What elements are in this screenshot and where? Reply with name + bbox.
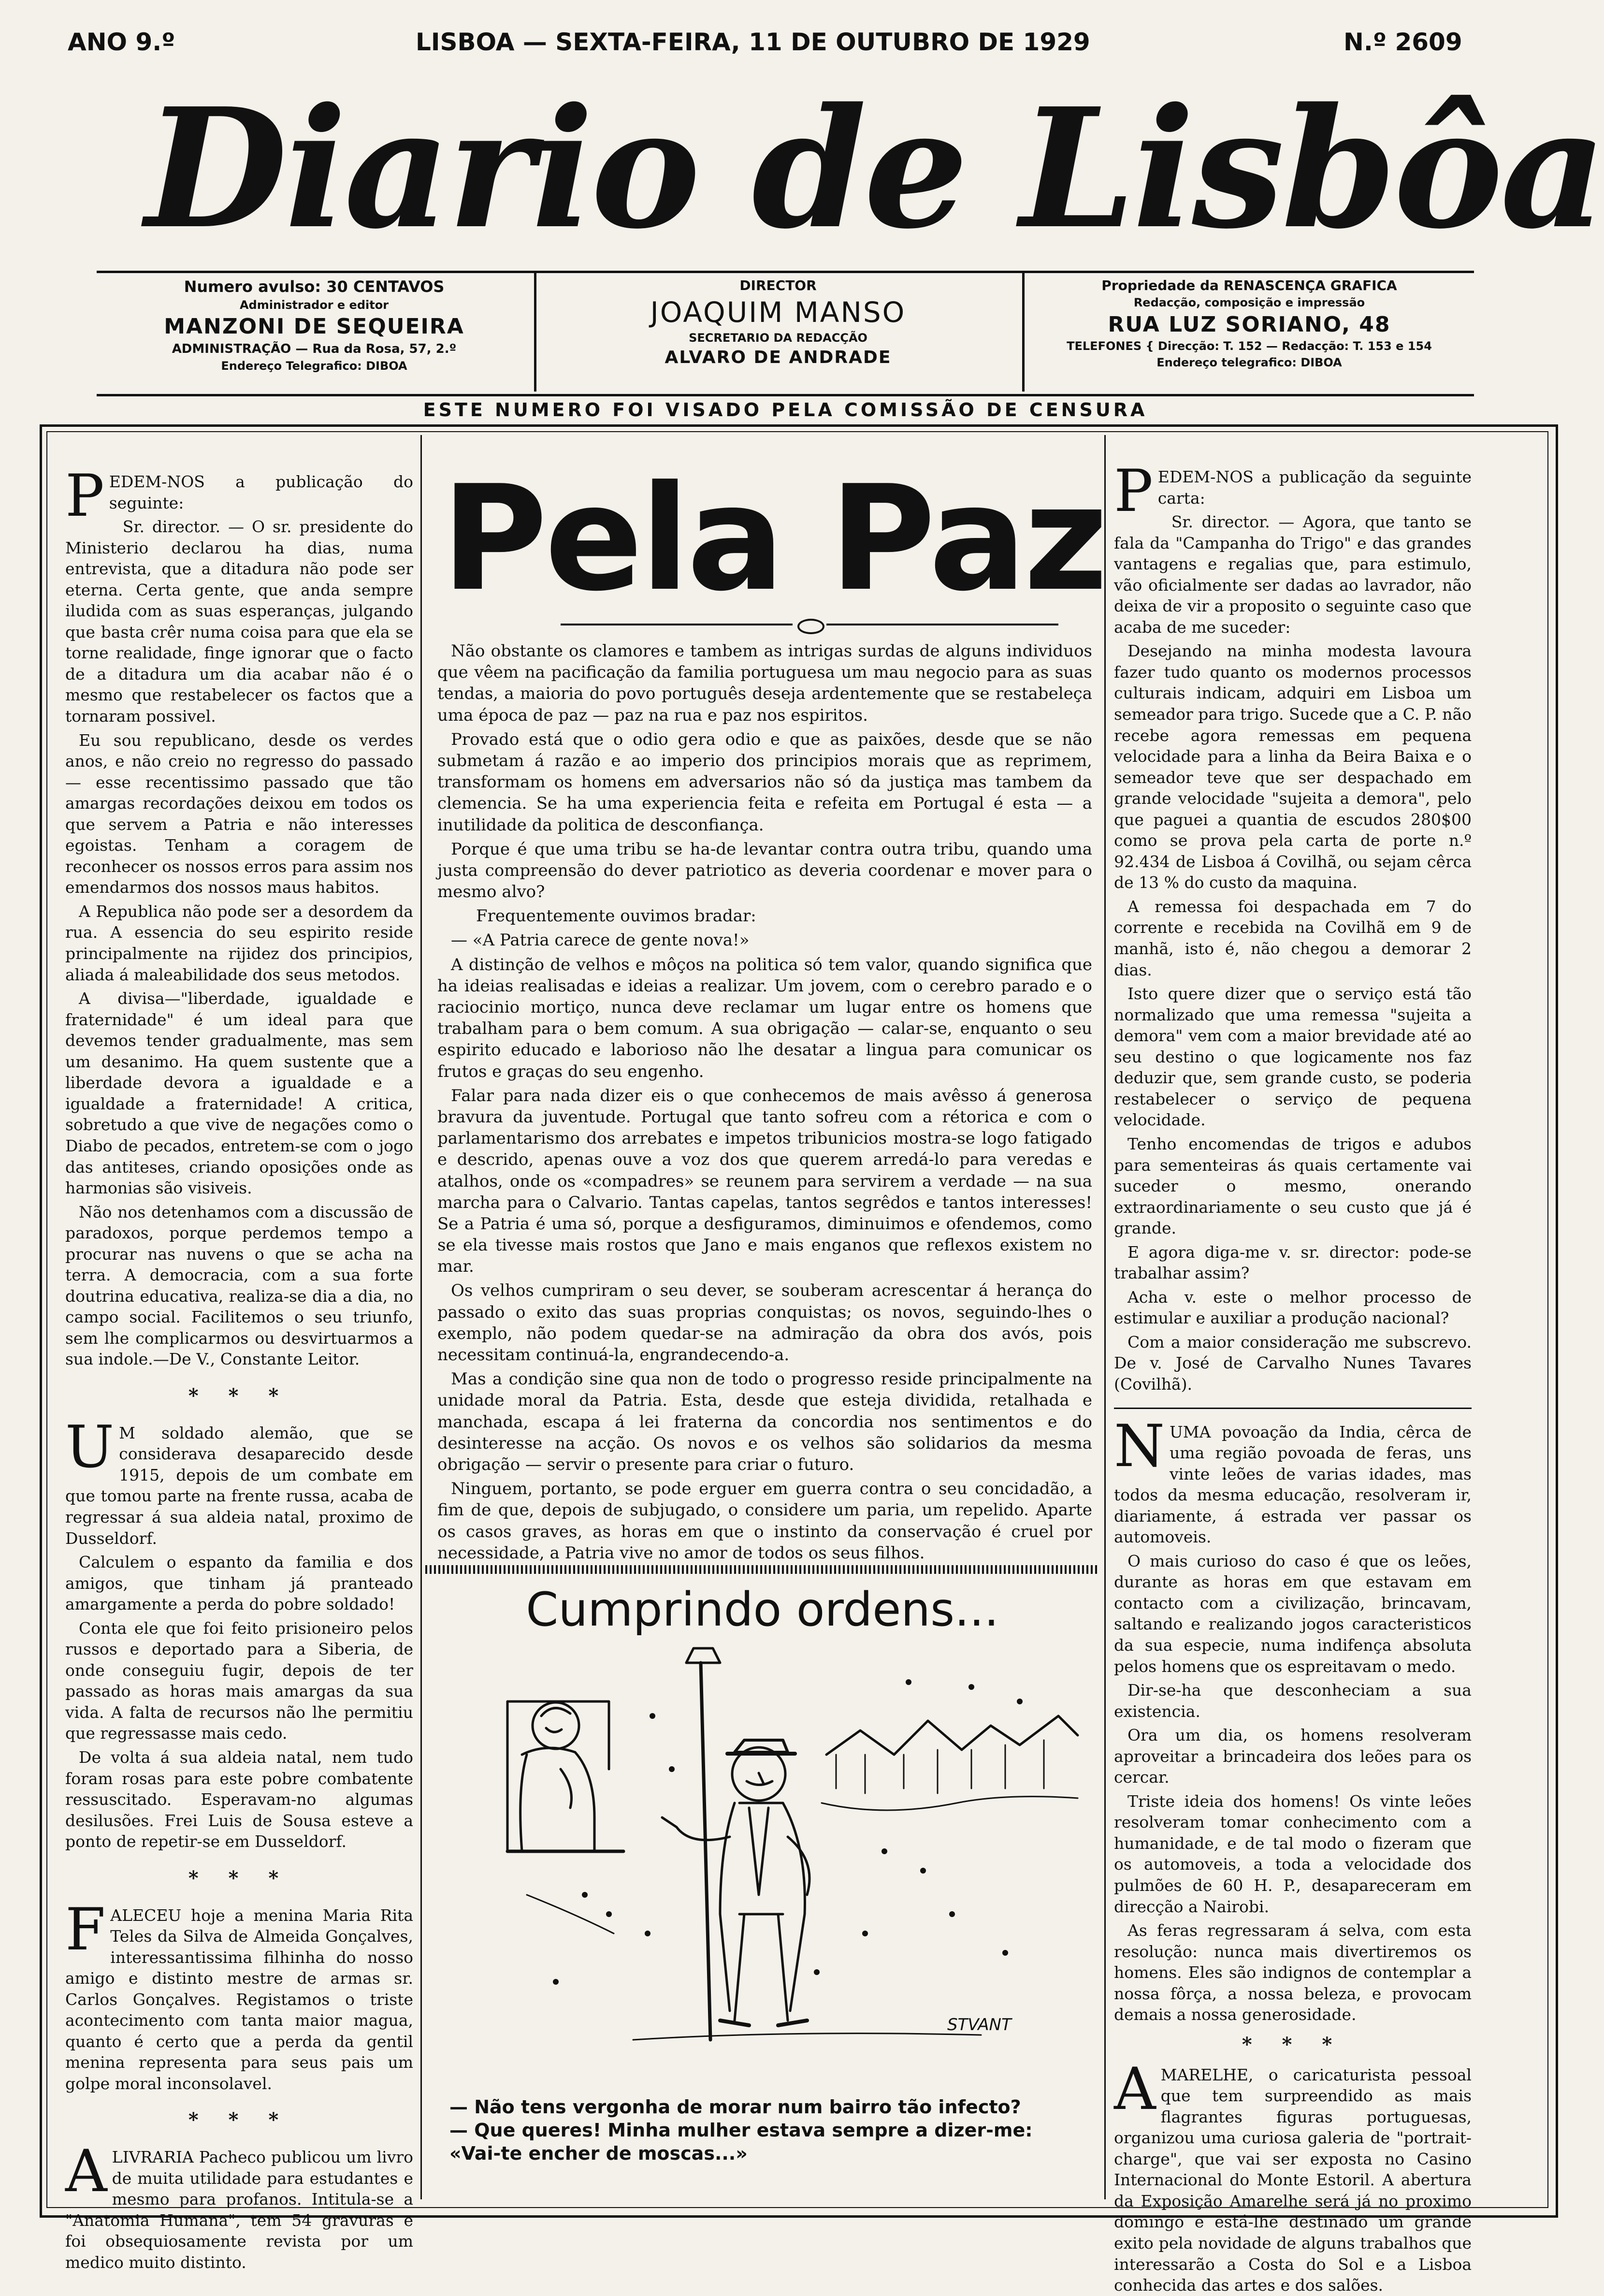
secretary-name: ALVARO DE ANDRADE	[665, 348, 892, 368]
cartoon-signature: STVANT	[947, 2015, 1012, 2034]
info-center	[536, 273, 1020, 394]
drop-cap: F	[65, 1896, 106, 1963]
article-paragraph: Com a maior consideração me subscrevo. De v. José de Carvalho Nunes Tavares (Covilhã).	[1114, 1332, 1472, 1394]
section-separator: * * *	[188, 2108, 290, 2132]
left-column	[65, 463, 413, 2272]
censorship-note: ESTE NUMERO FOI VISADO PELA COMISSÃO DE CENSURA	[423, 399, 1148, 421]
owner-address: RUA LUZ SORIANO, 48	[1108, 312, 1391, 337]
dateline: LISBOA — SEXTA-FEIRA, 11 DE OUTUBRO DE 1929	[416, 28, 1090, 56]
article-paragraph: Provado está que o odio gera odio e que as paixões, desde que se não submetam á razão e ao imperio dos principios morais que as reprimem, transformam os homens em adversarios não só da justiça mas tambem da clemencia. Se ha uma experiencia feita e refeita em Portugal é esta — a inutilidade da politica de desconfiança.	[437, 729, 1092, 835]
pela-paz-body	[437, 640, 1092, 1563]
info-divider	[534, 273, 536, 392]
article-paragraph: Os velhos cumpriram o seu dever, se souberam acrescentar á herança do passado o exito das suas proprias conquistas; os novos, seguindo-lhes o exemplo, não podem quedar-se na admiração da obra dos avós, pois necessitam continuá-la, engrandecendo-a.	[437, 1281, 1092, 1365]
cartoon-caption	[449, 2095, 1097, 2165]
article-paragraph: Triste ideia dos homens! Os vinte leões resolveram tomar conhecimento com a humanidade, e de tal modo o fizeram que os automoveis, a toda a velocidade dos pulmões de 60 H. P., desapareceram em direcção a Nairobi.	[1114, 1791, 1472, 1916]
section-divider	[1114, 1408, 1472, 1409]
drop-cap: P	[65, 463, 104, 530]
section-separator: * * *	[188, 1384, 290, 1407]
director-label: DIRECTOR	[739, 277, 817, 293]
section-separator: * * *	[1242, 2033, 1344, 2056]
cartoon-drawing	[449, 1643, 1087, 2088]
article-paragraph: Isto quere dizer que o serviço está tão normalizado que uma remessa "sujeita a demora" vem com a maior brevidade até ao seu destino o que logicamente nos faz deduzir que, sem grande custo, se poderia restabelecer o serviço de pequena velocidade.	[1114, 984, 1472, 1130]
article-paragraph: Mas a condição sine qua non de todo o progresso reside principalmente na unidade moral da Patria. Esta, desde que esteja dividida, retalhada e manchada, escapa á lei fraterna da concordia nos sentimentos e do desinteresse na acção. Os novos e os velhos são solidarios da mesma obrigação — servir o presente para criar o futuro.	[437, 1369, 1092, 1474]
article-paragraph: A Republica não pode ser a desordem da rua. A essencia do seu espirito reside principalmente na rijidez dos principios, aliada á maleabilidade dos seus metodos.	[65, 901, 413, 984]
article-obituary	[65, 1896, 413, 2094]
secretary-label: SECRETARIO DA REDACÇÃO	[689, 331, 867, 345]
drop-cap: U	[65, 1413, 115, 1481]
owner-label: Propriedade da RENASCENÇA GRAFICA	[1101, 277, 1397, 293]
admin-name: MANZONI DE SEQUEIRA	[164, 314, 464, 339]
cartoon-title: Cumprindo ordens...	[526, 1583, 999, 1637]
issue-number: N.º 2609	[1344, 28, 1462, 56]
info-right	[1025, 273, 1474, 394]
section-separator: * * *	[188, 1866, 290, 1889]
price-label: Numero avulso: 30 CENTAVOS	[184, 277, 445, 296]
article-lead: EDEM-NOS a publicação do seguinte:	[109, 472, 413, 512]
article-paragraph: Sr. director. — Agora, que tanto se fala da "Campanha do Trigo" e das grandes vantagens e regalias que, para estimulo, vão oficialmente ser dadas ao lavrador, não deixa de vir a proposito o seguinte caso que acaba de me suceder:	[1114, 512, 1472, 637]
cartoon-illustration	[449, 1643, 1087, 2088]
article-lead: LIVRARIA Pacheco publicou um livro de muita utilidade para estudantes e mesmo para profanos. Intitula-se a "Anatomia Humana", tem 54 gravuras e foi obsequiosamente revista por um medico muito distinto.	[65, 2148, 413, 2272]
article-paragraph: Desejando na minha modesta lavoura fazer tudo quanto os modernos processos culturais indicam, adquiri em Lisboa um semeador para trigo. Sucede que a C. P. não recebe agora remessas em pequena velocidade para a linha da Beira Baixa e o semeador teve que ser despachado em grande velocidade "sujeita a demora", pelo que paguei a quantia de escudos 280$00 como se prova pela carta de porte n.º 92.434 de Lisboa á Covilhã, ou sejam cêrca de 13 % do custo da maquina.	[1114, 641, 1472, 892]
info-bar	[97, 271, 1474, 396]
article-paragraph: Sr. director. — O sr. presidente do Ministerio declarou ha dias, numa entrevista, que a ditadura não pode ser eterna. Certa gente, que anda sempre iludida com as suas esperanças, julgando que basta crêr numa coisa para que ela se torne realidade, finge ignorar que o facto de a ditadura um dia acabar não é o mesmo que restabelecer os factos que a tornaram possivel.	[65, 517, 413, 726]
info-divider	[1022, 273, 1025, 392]
admin-label: Administrador e editor	[239, 298, 389, 312]
article-paragraph: — «A Patria carece de gente nova!»	[451, 930, 750, 950]
article-paragraph: A remessa foi despachada em 7 do corrente e recebida na Covilhã em 9 de manhã, isto é, não chegou a demorar 2 dias.	[1114, 897, 1472, 979]
article-paragraph: De volta á sua aldeia natal, nem tudo foram rosas para este pobre combatente ressuscitado. Esperavam-no algumas desilusões. Frei Luis de Sousa esteve a ponto de repetir-se em Dusseldorf.	[65, 1747, 413, 1851]
article-paragraph: Conta ele que foi feito prisioneiro pelos russos e deportado para a Siberia, de onde conseguiu fugir, depois de ter passado as horas mais amargas da sua vida. A falta de recursos não lhe permitiu que regressasse mais cedo.	[65, 1618, 413, 1743]
director-name: JOAQUIM MANSO	[650, 296, 906, 329]
caption-line: — Não tens vergonha de morar num bairro tão infecto?	[449, 2096, 1021, 2118]
article-paragraph: A divisa—"liberdade, igualdade e fraternidade" é um ideal para que devemos tender gradualmente, mas sem um desanimo. Ha quem sustente que a liberdade devora a igualdade e a igualdade a fraternidade! A critica, sobretudo a que vive de negações como o Diabo de pecados, entretem-se com o jogo das antiteses, criando oposições onde as harmonias são visiveis.	[65, 989, 413, 1198]
caption-line: — Que queres! Minha mulher estava sempre a dizer-me:	[449, 2120, 1033, 2141]
drop-cap: A	[1114, 2055, 1156, 2123]
article-german-soldier	[65, 1413, 413, 1852]
article-lead: MARELHE, o caricaturista pessoal que tem surpreendido as mais flagrantes figuras portuguesas, organizou uma curiosa galeria de "portrait-charge", que vai ser exposta no Casino Internacional do Monte Estoril. A abertura da Exposição Amarelhe será já no proximo domingo e está-lhe destinado um grande exito pela novidade de alguns trabalhos que interessarão a Costa do Sol e a Lisboa conhecida das artes e dos salões.	[1114, 2065, 1472, 2295]
article-paragraph: E agora diga-me v. sr. director: pode-se trabalhar assim?	[1114, 1242, 1472, 1283]
article-paragraph: Falar para nada dizer eis o que conhecemos de mais avêsso á generosa bravura da juventude. Portugal que tanto sofreu com a rétorica e com o parlamentarismo dos arrebates e impetos tribunicios mostra-se logo fatigado e descrido, apenas ouve a voz dos que querem arredá-lo para veredas e atalhos, onde os «compadres» se reunem para servirem a verdade — na sua marcha para o Calvario. Tantas capelas, tantos segrêdos e tantos interesses! Se a Patria é uma só, porque a desfiguramos, diminuimos e ofendemos, como se ela tivesse mais rostos que Jano e mais enganos que reflexos existem no mar.	[437, 1086, 1092, 1277]
section-hatch-rule	[425, 1565, 1099, 1574]
article-letter-wheat	[1114, 458, 1472, 1395]
telegraphic-right: Endereço telegrafico: DIBOA	[1156, 355, 1342, 369]
drop-cap: A	[65, 2138, 107, 2206]
article-paragraph: As feras regressaram á selva, com esta resolução: nunca mais divertiremos os homens. Eles são indignos de contemplar a nossa fôrça, a nossa beleza, e provocam demais a nossa generosidade.	[1114, 1921, 1472, 2024]
article-lead: ALECEU hoje a menina Maria Rita Teles da Silva de Almeida Gonçalves, interessantissima filhinha do nosso amigo e distinto mestre de armas sr. Carlos Gonçalves. Registamos o triste acontecimento com tanta maior magua, quanto é certo que a perda da gentil menina representa para seus pais um golpe moral inconsolavel.	[65, 1905, 413, 2093]
article-paragraph: Porque é que uma tribu se ha-de levantar contra outra tribu, quando uma justa compreensão do dever patriotico as deveria coordenar e mover para o mesmo alvo?	[437, 839, 1092, 902]
article-lead: UMA povoação da India, cêrca de uma região povoada de feras, uns vinte leões de varias idades, mas todos da mesma educação, resolveram ir, diariamente, á estrada ver passar os automoveis.	[1114, 1422, 1472, 1547]
article-paragraph: O mais curioso do caso é que os leões, durante as horas em que estavam em contacto com a civilização, brincavam, saltando e realizando jogos caracteristicos da sua especie, numa indifença absoluta pelos homens que os espreitavam o medo.	[1114, 1551, 1472, 1676]
top-line	[68, 28, 1469, 67]
column-rule	[420, 435, 422, 2199]
article-lions	[1114, 1412, 1472, 2025]
phones: TELEFONES { Direcção: T. 152 — Redacção: T. 153 e 154	[1067, 339, 1432, 353]
article-paragraph: Frequentemente ouvimos bradar:	[476, 906, 756, 926]
article-lead: EDEM-NOS a publicação da seguinte carta:	[1157, 467, 1472, 508]
article-paragraph: Acha v. este o melhor processo de estimular e auxiliar a produção nacional?	[1114, 1287, 1472, 1328]
article-paragraph: Ninguem, portanto, se pode erguer em guerra contra o seu concidadão, a fim de que, depois de subjugado, o considere um paria, um repelido. Aparte os casos graves, as horas em que o instinto da conservação é cruel por necessidade, a Patria vive no amor de todos os seus filhos.	[437, 1479, 1092, 1563]
column-rule	[1104, 435, 1106, 2199]
article-bookshop	[65, 2138, 413, 2273]
caption-line: «Vai-te encher de moscas...»	[449, 2143, 748, 2164]
owner-sub: Redacção, composição e impressão	[1133, 296, 1365, 310]
headline-rule	[826, 624, 1058, 625]
article-publication-request	[65, 463, 413, 1370]
telegraphic-left: Endereço Telegrafico: DIBOA	[221, 359, 407, 373]
admin-address: ADMINISTRAÇÃO — Rua da Rosa, 57, 2.º	[172, 341, 457, 356]
drop-cap: N	[1114, 1412, 1165, 1480]
article-paragraph: Ora um dia, os homens resolveram aproveitar a brincadeira dos leões para os cercar.	[1114, 1726, 1472, 1787]
article-lead: M soldado alemão, que se considerava desaparecido desde 1915, depois de um combate em que tomou parte na frente russa, acaba de regressar á sua aldeia natal, proximo de Dusseldorf.	[65, 1423, 413, 1548]
year-label: ANO 9.º	[68, 28, 175, 56]
article-amarelhe	[1114, 2055, 1472, 2296]
headline-pela-paz: Pela Paz	[441, 454, 1105, 623]
article-paragraph: Não obstante os clamores e tambem as intrigas surdas de alguns individuos que vêem na pacificação da familia portuguesa um mau negocio para as suas tendas, a maioria do povo português deseja ardentemente que se restabeleça uma época de paz — paz na rua e paz nos espiritos.	[437, 641, 1092, 725]
headline-ornament	[797, 619, 824, 634]
article-paragraph: Não nos detenhamos com a discussão de paradoxos, porque perdemos tempo a procurar nas nuvens o que se acha na terra. A democracia, com a sua forte doutrina educativa, realiza-se dia a dia, no campo social. Facilitemos o seu triunfo, sem lhe complicarmos ou desvirtuarmos a sua indole.—De V., Constante Leitor.	[65, 1202, 413, 1369]
article-paragraph: Tenho encomendas de trigos e adubos para sementeiras ás quais certamente vai suceder o mesmo, onerando extraordinariamente o seu custo que já é grande.	[1114, 1134, 1472, 1238]
drop-cap: P	[1114, 458, 1153, 525]
headline-rule	[561, 624, 793, 625]
article-paragraph: Eu sou republicano, desde os verdes anos, e não creio no regresso do passado — esse recentissimo passado que tão amargas recordações deixou em todos os que servem a Patria e não interesses egoistas. Tenham a coragem de reconhecer os nossos erros para assim nos emendarmos dos nossos maus habitos.	[65, 730, 413, 897]
masthead-title: Diario de Lisbôa	[145, 73, 1604, 265]
info-left	[97, 273, 532, 394]
article-paragraph: Calculem o espanto da familia e dos amigos, que tinham já pranteado amargamente a perda do pobre soldado!	[65, 1553, 413, 1614]
right-column	[1114, 458, 1472, 2295]
article-paragraph: Dir-se-ha que desconheciam a sua existencia.	[1114, 1681, 1472, 1721]
article-paragraph: A distinção de velhos e môços na politica só tem valor, quando significa que ha ideias realisadas e ideias a realizar. Um jovem, com o cerebro parado e o raciocinio mortiço, nunca deve reclamar um lugar entre os homens que trabalham para o bem comum. A sua obrigação — calar-se, enquanto o seu espirito educado e laborioso não lhe desatar a lingua para comunicar os frutos e graças do seu engenho.	[437, 955, 1092, 1081]
